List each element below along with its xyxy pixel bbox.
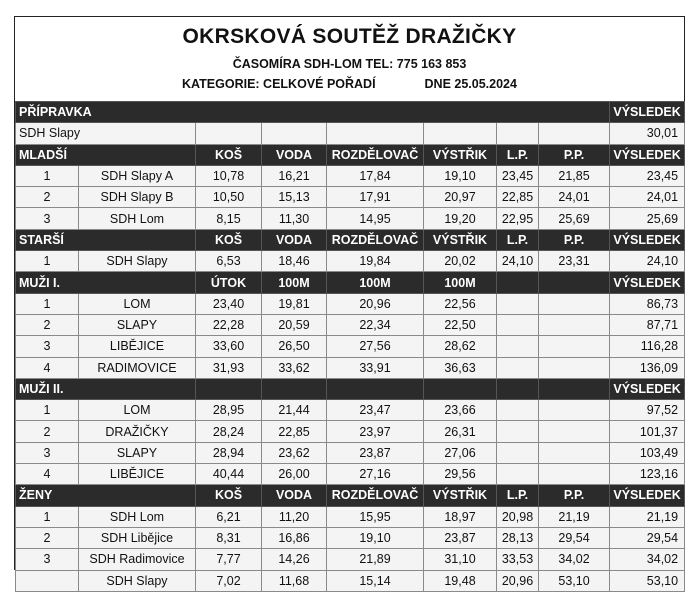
team-name: LOM xyxy=(79,293,196,314)
value-cell: 19,10 xyxy=(327,527,424,548)
value-cell: 22,85 xyxy=(262,421,327,442)
value-cell: 16,86 xyxy=(262,527,327,548)
value-cell: 21,19 xyxy=(539,506,610,527)
value-cell: 27,16 xyxy=(327,464,424,485)
table-row xyxy=(16,123,685,144)
category-date-line xyxy=(15,77,684,91)
value-cell: 11,68 xyxy=(262,570,327,591)
result-cell: 24,10 xyxy=(610,251,685,272)
column-header: ROZDĚLOVAČ xyxy=(327,485,424,506)
column-header xyxy=(497,272,539,293)
timing-contact: ČASOMÍRA SDH-LOM TEL: 775 163 853 xyxy=(232,57,467,71)
value-cell: 26,50 xyxy=(262,336,327,357)
table-row xyxy=(16,165,685,186)
column-header: 100M xyxy=(262,272,327,293)
result-cell: 21,19 xyxy=(610,506,685,527)
result-cell: 53,10 xyxy=(610,570,685,591)
value-cell xyxy=(539,336,610,357)
empty-cell xyxy=(539,123,610,144)
rank-cell: 3 xyxy=(16,549,79,570)
column-header: VODA xyxy=(262,144,327,165)
column-header xyxy=(327,378,424,399)
value-cell: 22,85 xyxy=(497,187,539,208)
value-cell: 18,46 xyxy=(262,251,327,272)
team-name: DRAŽIČKY xyxy=(79,421,196,442)
value-cell: 23,62 xyxy=(262,442,327,463)
value-cell xyxy=(497,400,539,421)
value-cell: 36,63 xyxy=(424,357,497,378)
table-row xyxy=(16,421,685,442)
value-cell: 34,02 xyxy=(539,549,610,570)
value-cell: 20,96 xyxy=(327,293,424,314)
value-cell: 22,50 xyxy=(424,314,497,335)
result-cell: 86,73 xyxy=(610,293,685,314)
column-header xyxy=(424,378,497,399)
rank-cell: 1 xyxy=(16,506,79,527)
value-cell xyxy=(497,314,539,335)
result-cell: 23,45 xyxy=(610,165,685,186)
result-cell: 101,37 xyxy=(610,421,685,442)
team-name: SLAPY xyxy=(79,442,196,463)
table-row xyxy=(16,314,685,335)
column-header: ÚTOK xyxy=(196,272,262,293)
column-header: VÝSLEDEK xyxy=(610,229,685,250)
rank-cell: 1 xyxy=(16,293,79,314)
column-header: ROZDĚLOVAČ xyxy=(327,144,424,165)
section-header-mladsi xyxy=(16,144,685,165)
value-cell xyxy=(497,464,539,485)
table-row xyxy=(16,251,685,272)
value-cell: 29,56 xyxy=(424,464,497,485)
value-cell: 24,01 xyxy=(539,187,610,208)
team-name: SDH Slapy xyxy=(79,251,196,272)
section-header-muzi1 xyxy=(16,272,685,293)
column-header: VÝSLEDEK xyxy=(610,378,685,399)
value-cell xyxy=(497,357,539,378)
result-cell: 103,49 xyxy=(610,442,685,463)
value-cell: 6,53 xyxy=(196,251,262,272)
value-cell: 23,97 xyxy=(327,421,424,442)
empty-cell xyxy=(497,123,539,144)
value-cell: 22,56 xyxy=(424,293,497,314)
value-cell: 28,24 xyxy=(196,421,262,442)
value-cell: 15,14 xyxy=(327,570,424,591)
empty-cell xyxy=(262,123,327,144)
section-label: MLADŠÍ xyxy=(16,144,196,165)
value-cell: 40,44 xyxy=(196,464,262,485)
team-name: SLAPY xyxy=(79,314,196,335)
table-row xyxy=(16,336,685,357)
value-cell: 21,44 xyxy=(262,400,327,421)
category-label: KATEGORIE: CELKOVÉ POŘADÍ xyxy=(182,77,376,91)
empty-cell xyxy=(327,123,424,144)
value-cell: 14,95 xyxy=(327,208,424,229)
rank-cell: 1 xyxy=(16,251,79,272)
value-cell: 16,21 xyxy=(262,165,327,186)
section-header-pripravka xyxy=(16,102,685,123)
value-cell: 28,94 xyxy=(196,442,262,463)
column-header xyxy=(539,272,610,293)
team-name: RADIMOVICE xyxy=(79,357,196,378)
column-header: VODA xyxy=(262,229,327,250)
value-cell xyxy=(539,464,610,485)
value-cell: 19,84 xyxy=(327,251,424,272)
result-cell: 123,16 xyxy=(610,464,685,485)
column-header: 100M xyxy=(327,272,424,293)
section-header-muzi2 xyxy=(16,378,685,399)
value-cell: 24,10 xyxy=(497,251,539,272)
value-cell: 17,84 xyxy=(327,165,424,186)
value-cell: 23,87 xyxy=(424,527,497,548)
value-cell: 19,10 xyxy=(424,165,497,186)
value-cell: 8,31 xyxy=(196,527,262,548)
rank-cell: 4 xyxy=(16,357,79,378)
column-header: VÝSTŘIK xyxy=(424,144,497,165)
value-cell: 33,53 xyxy=(497,549,539,570)
table-row xyxy=(16,464,685,485)
value-cell: 6,21 xyxy=(196,506,262,527)
sheet-header xyxy=(15,17,684,101)
column-header: L.P. xyxy=(497,229,539,250)
value-cell: 20,96 xyxy=(497,570,539,591)
value-cell: 31,93 xyxy=(196,357,262,378)
table-row xyxy=(16,442,685,463)
value-cell: 15,13 xyxy=(262,187,327,208)
rank-cell: 2 xyxy=(16,527,79,548)
column-header: P.P. xyxy=(539,144,610,165)
table-row xyxy=(16,549,685,570)
section-header-zeny xyxy=(16,485,685,506)
value-cell: 28,95 xyxy=(196,400,262,421)
column-header xyxy=(497,378,539,399)
column-header: VÝSLEDEK xyxy=(610,144,685,165)
team-name: LIBĚJICE xyxy=(79,336,196,357)
team-name: SDH Liběјice xyxy=(79,527,196,548)
value-cell: 11,30 xyxy=(262,208,327,229)
column-header: P.P. xyxy=(539,229,610,250)
column-header: L.P. xyxy=(497,485,539,506)
value-cell: 19,81 xyxy=(262,293,327,314)
column-header: P.P. xyxy=(539,485,610,506)
table-row xyxy=(16,527,685,548)
section-header-starsi xyxy=(16,229,685,250)
value-cell: 10,50 xyxy=(196,187,262,208)
result-cell: 25,69 xyxy=(610,208,685,229)
value-cell xyxy=(497,421,539,442)
results-table xyxy=(15,101,685,592)
value-cell: 33,62 xyxy=(262,357,327,378)
page-title: OKRSKOVÁ SOUTĚŽ DRAŽIČKY xyxy=(182,25,517,48)
column-header: ROZDĚLOVAČ xyxy=(327,229,424,250)
value-cell: 23,40 xyxy=(196,293,262,314)
value-cell: 21,85 xyxy=(539,165,610,186)
value-cell: 19,48 xyxy=(424,570,497,591)
value-cell xyxy=(539,400,610,421)
table-row xyxy=(16,506,685,527)
table-row xyxy=(16,400,685,421)
column-header xyxy=(262,378,327,399)
section-label: MUŽI II. xyxy=(16,378,196,399)
rank-cell: 2 xyxy=(16,187,79,208)
rank-cell: 2 xyxy=(16,314,79,335)
table-row xyxy=(16,293,685,314)
section-label: MUŽI I. xyxy=(16,272,196,293)
table-row xyxy=(16,570,685,591)
value-cell: 23,66 xyxy=(424,400,497,421)
value-cell: 18,97 xyxy=(424,506,497,527)
value-cell: 28,62 xyxy=(424,336,497,357)
table-row xyxy=(16,208,685,229)
value-cell: 21,89 xyxy=(327,549,424,570)
value-cell: 26,31 xyxy=(424,421,497,442)
section-label: STARŠÍ xyxy=(16,229,196,250)
rank-cell: 1 xyxy=(16,165,79,186)
team-name: SDH Lom xyxy=(79,506,196,527)
column-header: VÝSLEDEK xyxy=(610,485,685,506)
team-name: SDH Slapy xyxy=(16,123,196,144)
column-header: 100M xyxy=(424,272,497,293)
rank-cell: 4 xyxy=(16,464,79,485)
rank-cell: 3 xyxy=(16,336,79,357)
section-label: PŘÍPRAVKA xyxy=(16,102,610,123)
value-cell: 14,26 xyxy=(262,549,327,570)
result-cell: 30,01 xyxy=(610,123,685,144)
value-cell: 20,97 xyxy=(424,187,497,208)
rank-cell: 3 xyxy=(16,442,79,463)
value-cell: 7,02 xyxy=(196,570,262,591)
column-header: VÝSLEDEK xyxy=(610,272,685,293)
value-cell: 23,31 xyxy=(539,251,610,272)
column-header xyxy=(539,378,610,399)
section-label: ŽENY xyxy=(16,485,196,506)
result-cell: 136,09 xyxy=(610,357,685,378)
column-header: VÝSTŘIK xyxy=(424,485,497,506)
rank-cell: 3 xyxy=(16,208,79,229)
empty-cell xyxy=(196,123,262,144)
value-cell: 53,10 xyxy=(539,570,610,591)
empty-cell xyxy=(424,123,497,144)
result-cell: 116,28 xyxy=(610,336,685,357)
table-row xyxy=(16,187,685,208)
value-cell: 29,54 xyxy=(539,527,610,548)
value-cell: 15,95 xyxy=(327,506,424,527)
value-cell: 28,13 xyxy=(497,527,539,548)
value-cell xyxy=(539,293,610,314)
value-cell: 26,00 xyxy=(262,464,327,485)
value-cell: 20,02 xyxy=(424,251,497,272)
results-sheet xyxy=(14,16,685,588)
value-cell: 22,95 xyxy=(497,208,539,229)
value-cell: 22,28 xyxy=(196,314,262,335)
team-name: SDH Radimovice xyxy=(79,549,196,570)
rank-cell xyxy=(16,570,79,591)
value-cell xyxy=(539,442,610,463)
column-header: KOŠ xyxy=(196,144,262,165)
value-cell: 23,45 xyxy=(497,165,539,186)
column-header xyxy=(196,378,262,399)
value-cell xyxy=(539,314,610,335)
value-cell xyxy=(497,293,539,314)
value-cell: 10,78 xyxy=(196,165,262,186)
result-cell: 29,54 xyxy=(610,527,685,548)
team-name: SDH Slapy A xyxy=(79,165,196,186)
result-cell: 87,71 xyxy=(610,314,685,335)
value-cell xyxy=(497,442,539,463)
value-cell: 8,15 xyxy=(196,208,262,229)
value-cell: 17,91 xyxy=(327,187,424,208)
table-row xyxy=(16,357,685,378)
column-header: KOŠ xyxy=(196,485,262,506)
value-cell: 19,20 xyxy=(424,208,497,229)
value-cell: 23,47 xyxy=(327,400,424,421)
team-name: SDH Lom xyxy=(79,208,196,229)
column-header: VODA xyxy=(262,485,327,506)
value-cell: 31,10 xyxy=(424,549,497,570)
value-cell: 33,91 xyxy=(327,357,424,378)
value-cell: 22,34 xyxy=(327,314,424,335)
value-cell: 20,59 xyxy=(262,314,327,335)
result-cell: 34,02 xyxy=(610,549,685,570)
value-cell: 25,69 xyxy=(539,208,610,229)
value-cell: 23,87 xyxy=(327,442,424,463)
value-cell: 11,20 xyxy=(262,506,327,527)
value-cell: 33,60 xyxy=(196,336,262,357)
value-cell: 27,06 xyxy=(424,442,497,463)
team-name: SDH Slapy B xyxy=(79,187,196,208)
date-label: DNE 25.05.2024 xyxy=(424,77,517,91)
rank-cell: 1 xyxy=(16,400,79,421)
team-name: SDH Slapy xyxy=(79,570,196,591)
value-cell: 20,98 xyxy=(497,506,539,527)
result-cell: 97,52 xyxy=(610,400,685,421)
column-header-result: VÝSLEDEK xyxy=(610,102,685,123)
value-cell xyxy=(539,357,610,378)
column-header: KOŠ xyxy=(196,229,262,250)
rank-cell: 2 xyxy=(16,421,79,442)
team-name: LOM xyxy=(79,400,196,421)
value-cell: 27,56 xyxy=(327,336,424,357)
value-cell: 7,77 xyxy=(196,549,262,570)
team-name: LIBĚJICE xyxy=(79,464,196,485)
column-header: VÝSTŘIK xyxy=(424,229,497,250)
result-cell: 24,01 xyxy=(610,187,685,208)
value-cell xyxy=(497,336,539,357)
column-header: L.P. xyxy=(497,144,539,165)
value-cell xyxy=(539,421,610,442)
